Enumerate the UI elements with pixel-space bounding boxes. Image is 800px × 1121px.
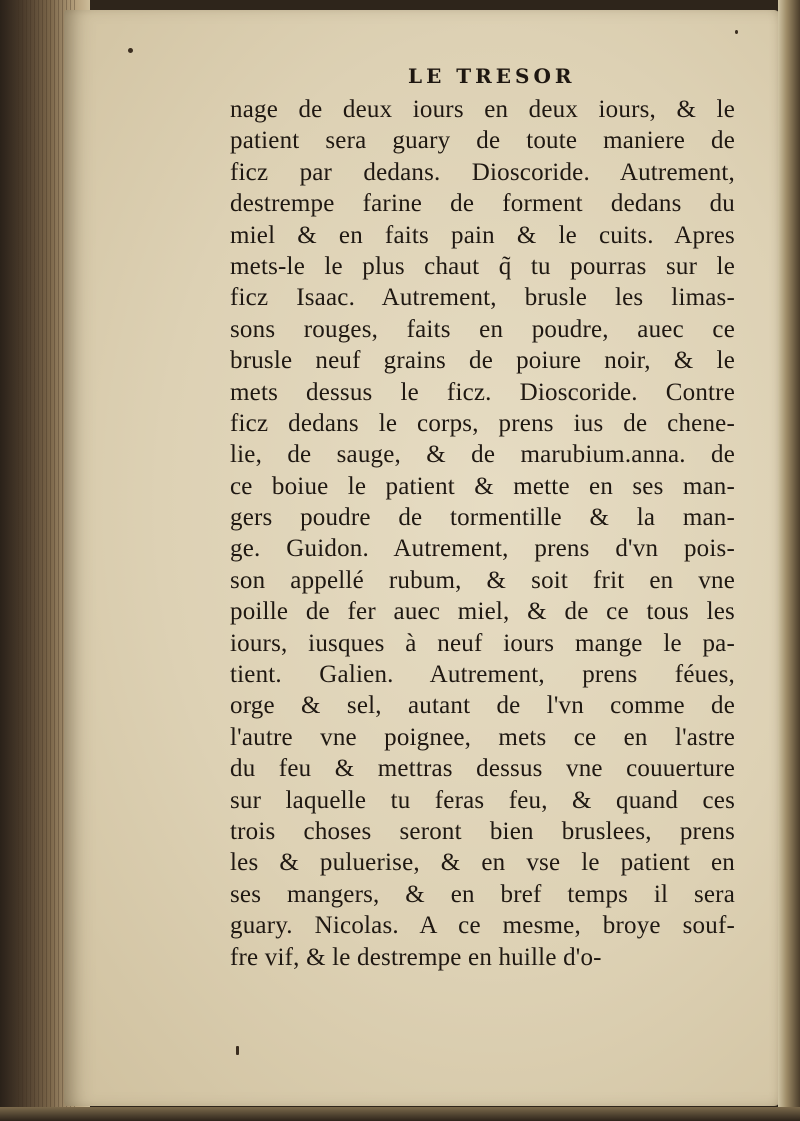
text-line: ficz Isaac. Autrement, brusle les limas- <box>230 284 735 312</box>
text-line: du feu & mettras dessus vne couuerture <box>230 755 735 783</box>
text-line: nage de deux iours en deux iours, & le <box>230 96 735 123</box>
book-bottom-edge <box>0 1107 800 1121</box>
text-line: ce boiue le patient & mette en ses man- <box>230 472 735 500</box>
running-head: LE TRESOR <box>408 64 576 88</box>
ink-speck <box>735 30 738 34</box>
text-line: mets-le le plus chaut q̃ tu pourras sur le <box>230 252 735 280</box>
text-line: guary. Nicolas. A ce mesme, broye souf- <box>230 912 735 940</box>
text-line: lie, de sauge, & de marubium.anna. de <box>230 441 735 469</box>
text-line: son appellé rubum, & soit frit en vne <box>230 566 735 594</box>
text-line: mets dessus le ficz. Dioscoride. Contre <box>230 378 735 406</box>
text-line: destrempe farine de forment dedans du <box>230 190 735 218</box>
text-line: gers poudre de tormentille & la man- <box>230 504 735 532</box>
text-line: patient sera guary de toute maniere de <box>230 127 735 155</box>
text-line: trois choses seront bien bruslees, prens <box>230 817 735 845</box>
text-line: ficz par dedans. Dioscoride. Autrement, <box>230 158 735 186</box>
facing-page-edge <box>778 0 800 1121</box>
text-line: miel & en faits pain & le cuits. Apres <box>230 221 735 249</box>
ink-speck <box>128 48 133 53</box>
text-line: tient. Galien. Autrement, prens féues, <box>230 661 735 689</box>
body-text <box>230 94 735 973</box>
text-line: l'autre vne poignee, mets ce en l'astre <box>230 723 735 751</box>
text-line: ficz dedans le corps, prens ius de chene- <box>230 409 735 437</box>
text-line: sur laquelle tu feras feu, & quand ces <box>230 786 735 814</box>
text-line: ge. Guidon. Autrement, prens d'vn pois- <box>230 535 735 563</box>
text-line: fre vif, & le destrempe en huille d'o- <box>230 943 602 971</box>
text-line: sons rouges, faits en poudre, auec ce <box>230 315 735 343</box>
text-line: iours, iusques à neuf iours mange le pa- <box>230 629 735 657</box>
ink-speck <box>236 1046 239 1055</box>
text-line: brusle neuf grains de poiure noir, & le <box>230 347 735 375</box>
text-line: orge & sel, autant de l'vn comme de <box>230 692 735 720</box>
text-line: poille de fer auec miel, & de ce tous les <box>230 598 735 626</box>
text-line: ses mangers, & en bref temps il sera <box>230 880 735 908</box>
text-line: les & puluerise, & en vse le patient en <box>230 849 735 877</box>
